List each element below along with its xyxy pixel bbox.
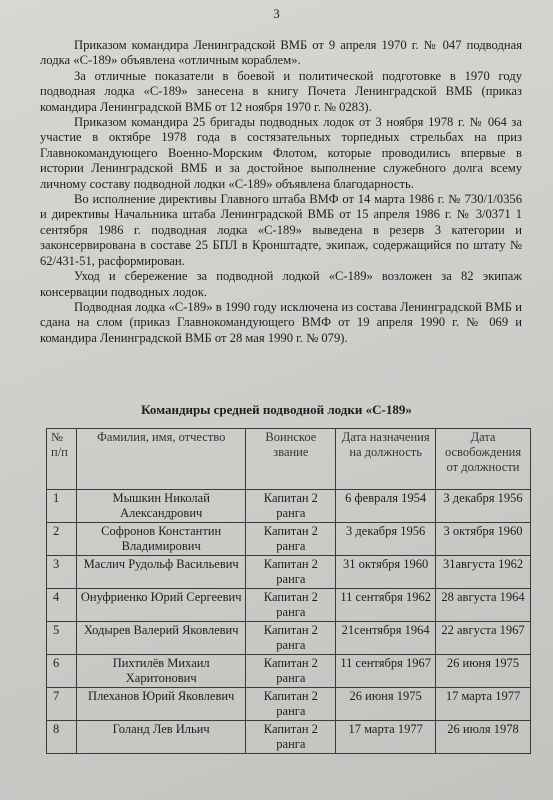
cell-rank: Капитан 2 ранга: [246, 655, 336, 688]
cell-number: 4: [47, 589, 77, 622]
cell-number: 1: [47, 490, 77, 523]
cell-appointed: 26 июня 1975: [336, 688, 436, 721]
cell-released: 31августа 1962: [436, 556, 531, 589]
cell-appointed: 6 февраля 1954: [336, 490, 436, 523]
cell-name: Ходырев Валерий Яковлевич: [76, 622, 246, 655]
cell-name: Софронов Константин Владимирович: [76, 523, 246, 556]
cell-rank: Капитан 2 ранга: [246, 556, 336, 589]
table-row: [47, 490, 531, 523]
cell-released: 26 июля 1978: [436, 721, 531, 754]
cell-released: 26 июня 1975: [436, 655, 531, 688]
table-row: [47, 589, 531, 622]
cell-appointed: 3 декабря 1956: [336, 523, 436, 556]
table-row: [47, 688, 531, 721]
cell-name: Голанд Лев Ильич: [76, 721, 246, 754]
table-row: [47, 523, 531, 556]
cell-rank: Капитан 2 ранга: [246, 523, 336, 556]
cell-number: 2: [47, 523, 77, 556]
paragraph-1: Приказом командира Ленинградской ВМБ от 9 апреля 1970 г. № 047 подводная лодка «С-189» объявлена «отличным кораблем».: [40, 38, 522, 68]
cell-appointed: 21сентября 1964: [336, 622, 436, 655]
cell-number: 5: [47, 622, 77, 655]
body-text: [40, 38, 522, 346]
paragraph-2: За отличные показатели в боевой и политической подготовке в 1970 году подводная лодка «С-189» занесена в книгу Почета Ленинградской ВМБ (приказ командира Ленинградской ВМБ от 12 ноября 1970 г. № 0283).: [40, 68, 522, 114]
paragraph-3: Приказом командира 25 бригады подводных лодок от 3 ноября 1978 г. № 064 за участие в октябре 1978 года в состязательных торпедных стрельбах на приз Главнокомандующего Военно-Морским Флотом, которые проводились впервые в истории Ленинградской ВМБ и за достойное выполнение служебного долга всему личному составу подводной лодки «С-189» объявлена благодарность.: [40, 115, 522, 191]
cell-number: 3: [47, 556, 77, 589]
header-rank: Воинское звание: [246, 429, 336, 490]
commanders-table: [46, 428, 531, 754]
cell-name: Плеханов Юрий Яковлевич: [76, 688, 246, 721]
table-row: [47, 721, 531, 754]
cell-rank: Капитан 2 ранга: [246, 622, 336, 655]
header-name: Фамилия, имя, отчество: [76, 429, 246, 490]
cell-released: 3 октября 1960: [436, 523, 531, 556]
header-number: № п/п: [47, 429, 77, 490]
header-appointed: Дата назначения на должность: [336, 429, 436, 490]
cell-name: Онуфриенко Юрий Сергеевич: [76, 589, 246, 622]
page-number: 3: [273, 6, 280, 21]
cell-rank: Капитан 2 ранга: [246, 490, 336, 523]
cell-released: 22 августа 1967: [436, 622, 531, 655]
table-row: [47, 556, 531, 589]
cell-released: 17 марта 1977: [436, 688, 531, 721]
paragraph-5: Уход и сбережение за подводной лодкой «С-189» возложен за 82 экипаж консервации подводных лодок.: [40, 269, 522, 299]
cell-number: 7: [47, 688, 77, 721]
cell-name: Маслич Рудольф Васильевич: [76, 556, 246, 589]
cell-appointed: 11 сентября 1962: [336, 589, 436, 622]
table-row: [47, 622, 531, 655]
paragraph-6: Подводная лодка «С-189» в 1990 году исключена из состава Ленинградской ВМБ и сдана на слом (приказ Главнокомандующего ВМФ от 19 апреля 1990 г. № 069 и командира Ленинградской ВМБ от 28 мая 1990 г. № 079).: [40, 299, 522, 345]
table-header-row: [47, 429, 531, 490]
cell-rank: Капитан 2 ранга: [246, 721, 336, 754]
paragraph-4: Во исполнение директивы Главного штаба ВМФ от 14 марта 1986 г. № 730/1/0356 и директивы Начальника штаба Ленинградской ВМБ от 15 апреля 1986 г. № 3/0371 1 сентября 1986 г. подводная лодка «С-189» выведена в резерв 3 категории и законсервирована в составе 25 БПЛ в Кронштадте, экипаж, содержащийся по штату № 62/431-51, расформирован.: [40, 192, 522, 268]
cell-appointed: 17 марта 1977: [336, 721, 436, 754]
table-title: Командиры средней подводной лодки «С-189»: [141, 402, 412, 417]
cell-appointed: 11 сентября 1967: [336, 655, 436, 688]
cell-number: 6: [47, 655, 77, 688]
cell-released: 3 декабря 1956: [436, 490, 531, 523]
cell-name: Мышкин Николай Александрович: [76, 490, 246, 523]
cell-rank: Капитан 2 ранга: [246, 589, 336, 622]
cell-rank: Капитан 2 ранга: [246, 688, 336, 721]
table-row: [47, 655, 531, 688]
cell-name: Пихтилёв Михаил Харитонович: [76, 655, 246, 688]
cell-released: 28 августа 1964: [436, 589, 531, 622]
header-released: Дата освобождения от должности: [436, 429, 531, 490]
cell-appointed: 31 октября 1960: [336, 556, 436, 589]
cell-number: 8: [47, 721, 77, 754]
